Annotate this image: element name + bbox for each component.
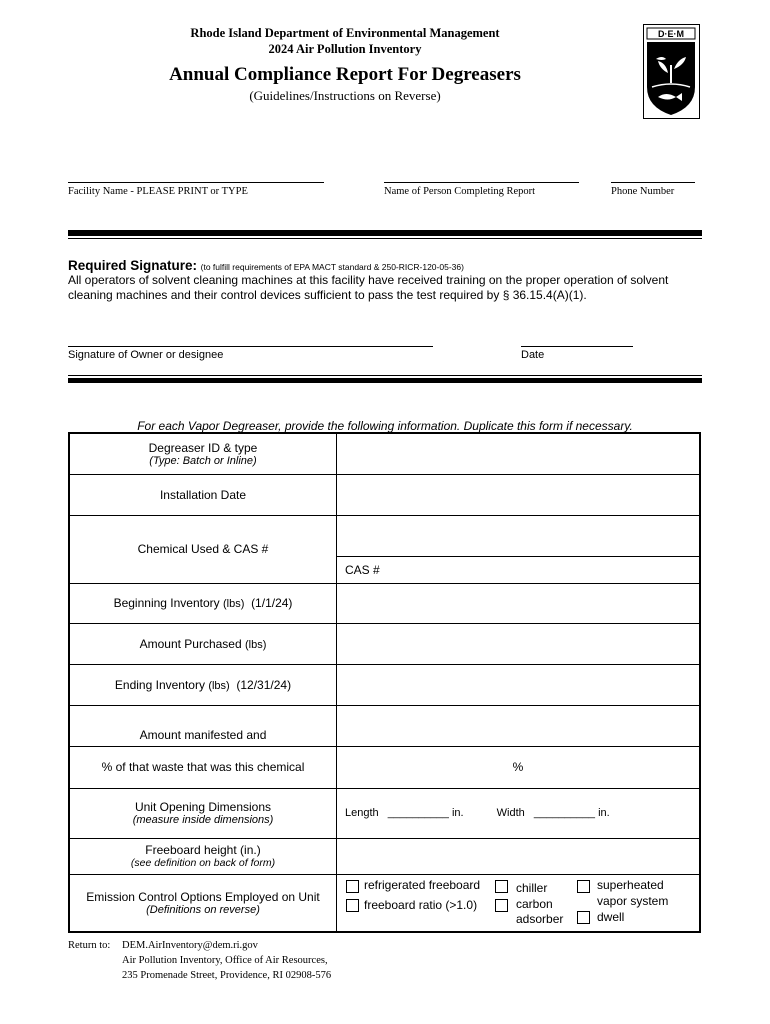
table-row (69, 474, 700, 515)
freeboard-input[interactable] (337, 838, 701, 874)
owner-signature-label: Signature of Owner or designee (68, 349, 224, 361)
agency-name: Rhode Island Department of Environmental Management (190, 26, 500, 40)
percent-waste-label: % of that waste that was this chemical (69, 746, 337, 788)
end-inventory-label (69, 664, 337, 705)
degreaser-id-text: Degreaser ID & type (148, 440, 258, 455)
section-divider (68, 230, 702, 236)
end-inventory-date: (12/31/24) (236, 677, 292, 692)
table-row (69, 583, 700, 623)
phone-field[interactable] (611, 182, 695, 183)
chiller-label: chiller (516, 880, 548, 895)
begin-inventory-date: (1/1/24) (251, 596, 293, 610)
freeboard-ratio-label: freeboard ratio (>1.0) (364, 897, 478, 912)
end-inventory-unit: (lbs) (208, 679, 230, 692)
table-row (69, 705, 700, 746)
cas-label: CAS # (345, 562, 380, 577)
purchased-input[interactable] (337, 623, 701, 664)
freeboard-label (69, 838, 337, 874)
inventory-year: 2024 Air Pollution Inventory (268, 42, 422, 56)
end-inventory-input[interactable] (337, 664, 701, 705)
width-label: Width (496, 807, 525, 819)
table-row (69, 664, 700, 705)
form-title: Annual Compliance Report For Degreasers (169, 64, 521, 85)
phone-label: Phone Number (611, 186, 675, 197)
instructions: For each Vapor Degreaser, provide the following information. Duplicate this form if necessary. (137, 419, 633, 433)
manifested-label: Amount manifested and (69, 705, 337, 746)
percent-waste-input[interactable] (337, 746, 701, 788)
signature-divider-thin (68, 375, 702, 376)
width-field[interactable]: __________ (533, 807, 596, 819)
table-row (69, 788, 700, 838)
person-name-field[interactable] (384, 182, 579, 183)
carbon-adsorber-checkbox[interactable] (495, 899, 508, 912)
table-row (69, 433, 700, 474)
dwell-label: dwell (597, 909, 625, 924)
chiller-checkbox[interactable] (495, 880, 508, 893)
unit-opening-label (69, 788, 337, 838)
table-row (69, 874, 700, 932)
table-row (69, 623, 700, 664)
facility-name-field[interactable] (68, 182, 324, 183)
table-row (69, 746, 700, 788)
owner-signature-field[interactable] (68, 346, 433, 347)
begin-inventory-input[interactable] (337, 583, 701, 623)
unit-opening-inputs (337, 788, 701, 838)
chemical-input[interactable] (337, 515, 701, 557)
signature-title: Required Signature: (68, 258, 198, 273)
freeboard-ratio-checkbox[interactable] (346, 899, 359, 912)
freeboard-subtext: (see definition on back of form) (130, 857, 276, 869)
dem-logo (643, 24, 700, 119)
emission-options (337, 874, 701, 932)
form-subtitle: (Guidelines/Instructions on Reverse) (249, 88, 441, 103)
cas-input[interactable] (337, 557, 701, 583)
purchased-text: Amount Purchased (139, 636, 242, 651)
adsorber-label: adsorber (516, 911, 564, 926)
vapor-system-label: vapor system (597, 893, 669, 908)
dwell-checkbox[interactable] (577, 911, 590, 924)
purchased-unit: (lbs) (245, 638, 267, 651)
carbon-label: carbon (516, 896, 553, 911)
logo-text: D·E·M (658, 29, 684, 39)
signature-heading (68, 258, 464, 273)
refrigerated-freeboard-checkbox[interactable] (346, 880, 359, 893)
manifested-input[interactable] (337, 705, 701, 746)
superheated-label: superheated (597, 877, 664, 892)
section-divider-thin (68, 238, 702, 239)
date-field[interactable] (521, 346, 633, 347)
date-label: Date (521, 349, 545, 361)
purchased-label (69, 623, 337, 664)
signature-divider (68, 378, 702, 383)
length-label: Length (345, 807, 379, 819)
begin-inventory-text: Beginning Inventory (113, 596, 220, 610)
return-label: Return to: (68, 940, 111, 951)
unit-opening-subtext: (measure inside dimensions) (132, 814, 274, 826)
signature-note: (to fulfill requirements of EPA MACT standard & 250-RICR-120-05-36) (200, 262, 464, 272)
facility-name-label: Facility Name - PLEASE PRINT or TYPE (68, 186, 248, 197)
table-row (69, 515, 700, 557)
freeboard-text: Freeboard height (in.) (145, 843, 261, 857)
return-address: 235 Promenade Street, Providence, RI 02908-576 (122, 970, 332, 981)
chemical-label: Chemical Used & CAS # (69, 515, 337, 583)
degreaser-table (68, 432, 701, 933)
emission-label (69, 874, 337, 932)
emission-text: Emission Control Options Employed on Unit (86, 889, 320, 904)
begin-inventory-unit: (lbs) (223, 598, 245, 610)
length-field[interactable]: __________ (387, 807, 449, 819)
emission-subtext: (Definitions on reverse) (146, 903, 260, 916)
install-date-input[interactable] (337, 474, 701, 515)
signature-statement: All operators of solvent cleaning machines at this facility have received training on the proper operation of solvent cleaning machines and their control devices sufficient to pass the test required by § 36.15.4(A)(1). (68, 273, 669, 302)
person-name-label: Name of Person Completing Report (384, 186, 536, 197)
return-office: Air Pollution Inventory, Office of Air Resources, (122, 955, 328, 966)
end-inventory-text: Ending Inventory (114, 677, 205, 692)
dem-logo-graphic (644, 25, 698, 117)
length-unit: in. (451, 807, 464, 819)
refrigerated-freeboard-label: refrigerated freeboard (364, 877, 481, 892)
degreaser-id-input[interactable] (337, 433, 701, 474)
begin-inventory-label (69, 583, 337, 623)
table-row (69, 838, 700, 874)
superheated-vapor-checkbox[interactable] (577, 880, 590, 893)
percent-sign: % (512, 760, 524, 774)
install-date-label: Installation Date (69, 474, 337, 515)
width-unit: in. (598, 807, 610, 819)
return-email[interactable]: DEM.AirInventory@dem.ri.gov (122, 940, 258, 951)
unit-opening-text: Unit Opening Dimensions (134, 800, 272, 814)
degreaser-id-label (69, 433, 337, 474)
degreaser-id-subtext: (Type: Batch or Inline) (149, 454, 257, 467)
